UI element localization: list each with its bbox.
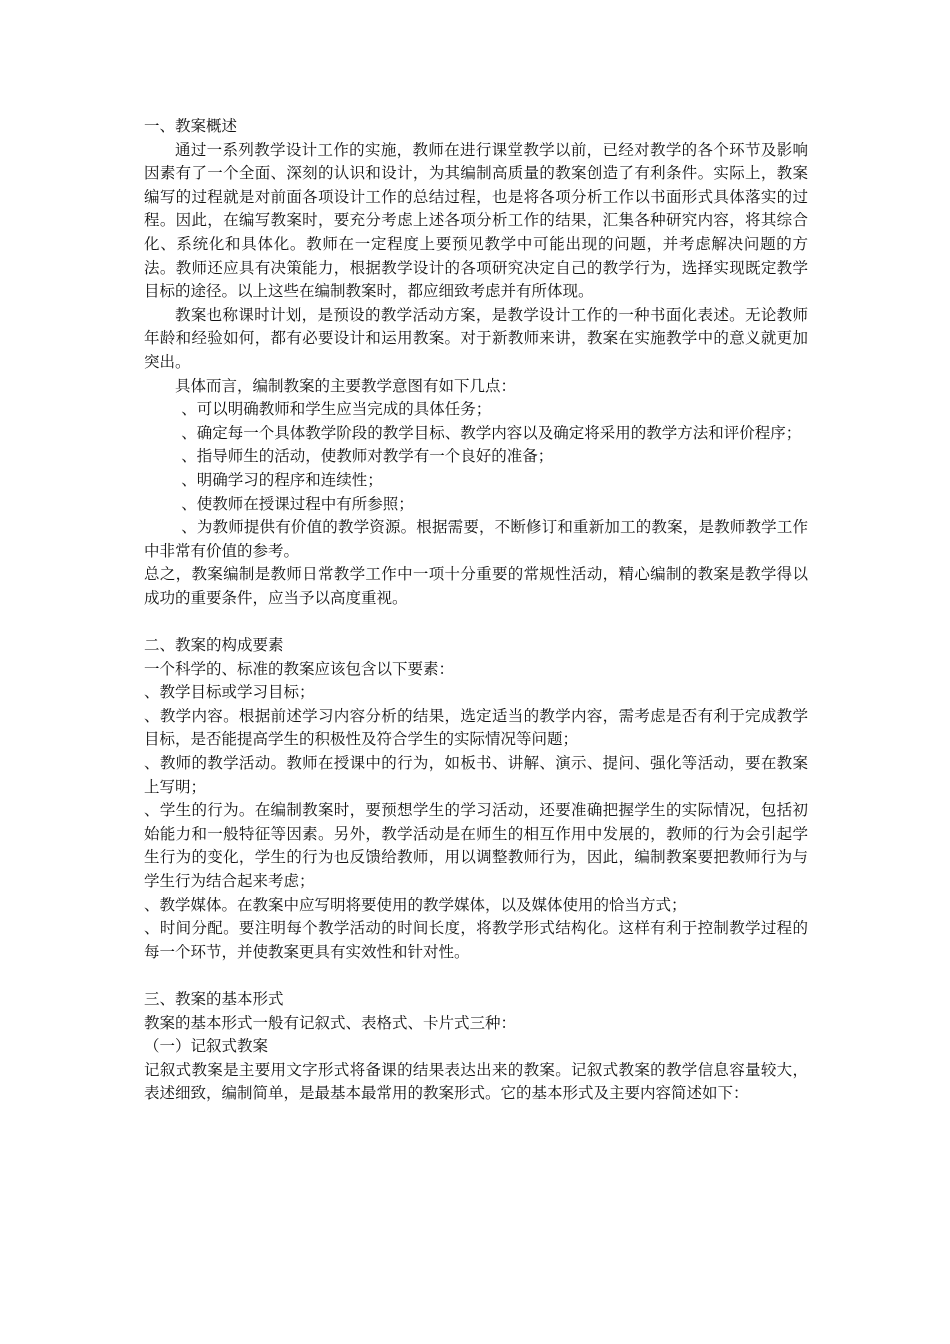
paragraph: 具体而言，编制教案的主要教学意图有如下几点： (175, 376, 517, 395)
paragraph: 教案也称课时计划，是预设的教学活动方案，是教学设计工作的一种书面化表述。无论教师年龄和经验如何，都有必要设计和运用教案。对于新教师来讲，教案在实施教学中的意义就更加突出。 (144, 305, 808, 371)
section-heading-overview: 一、教案概述 (144, 117, 238, 135)
section-gap (144, 610, 808, 634)
section-gap (144, 964, 808, 988)
section-intro: 一个科学的、标准的教案应该包含以下要素： (144, 659, 455, 678)
list-item: 、教学媒体。在教案中应写明将要使用的教学媒体，以及媒体使用的恰当方式； (144, 895, 687, 914)
section-intro: 教案的基本形式一般有记叙式、表格式、卡片式三种： (144, 1013, 517, 1032)
list-item: 、为教师提供有价值的教学资源。根据需要，不断修订和重新加工的教案，是教师教学工作中非常有价值的参考。 (144, 518, 808, 560)
conclusion-paragraph: 总之，教案编制是教师日常教学工作中一项十分重要的常规性活动，精心编制的教案是教学得以成功的重要条件，应当予以高度重视。 (144, 565, 808, 607)
section-heading-elements: 二、教案的构成要素 (144, 636, 284, 655)
list-item: 、时间分配。要注明每个教学活动的时间长度，将教学形式结构化。这样有利于控制教学过程的每一个环节，并使教案更具有实效性和针对性。 (144, 919, 808, 961)
list-item: 、使教师在授课过程中有所参照； (181, 494, 414, 513)
list-item: 、教学目标或学习目标； (144, 683, 315, 702)
list-item: 、学生的行为。在编制教案时，要预想学生的学习活动，还要准确把握学生的实际情况，包括初始能力和一般特征等因素。另外，教学活动是在师生的相互作用中发展的，教师的行为会引起学生行为的变化，学生的行为也反馈给教师，用以调整教师行为，因此，编制教案要把教师行为与学生行为结合起来考虑； (144, 801, 808, 890)
list-item: 、确定每一个具体教学阶段的教学目标、教学内容以及确定将采用的教学方法和评价程序； (181, 423, 802, 442)
section-heading-forms: 三、教案的基本形式 (144, 989, 284, 1008)
list-item: 、教学内容。根据前述学习内容分析的结果，选定适当的教学内容，需考虑是否有利于完成教学目标，是否能提高学生的积极性及符合学生的实际情况等问题； (144, 706, 808, 749)
paragraph: 通过一系列教学设计工作的实施，教师在进行课堂教学以前，已经对教学的各个环节及影响因素有了一个全面、深刻的认识和设计，为其编制高质量的教案创造了有利条件。实际上，教案编写的过程就是对前面各项设计工作的总结过程，也是将各项分析工作以书面形式具体落实的过程。因此，在编写教案时，要充分考虑上述各项分析工作的结果，汇集各种研究内容，将其综合化、系统化和具体化。教师在一定程度上要预见教学中可能出现的问题，并考虑解决问题的方法。教师还应具有决策能力，根据教学设计的各项研究决定自己的教学行为，选择实现既定教学目标的途径。以上这些在编制教案时，都应细致考虑并有所体现。 (144, 140, 808, 301)
subsection-heading: （一）记叙式教案 (144, 1037, 269, 1056)
paragraph: 记叙式教案是主要用文字形式将备课的结果表达出来的教案。记叙式教案的教学信息容量较大，表述细致，编制简单，是最基本最常用的教案形式。它的基本形式及主要内容简述如下： (144, 1060, 808, 1103)
list-item: 、教师的教学活动。教师在授课中的行为，如板书、讲解、演示、提问、强化等活动，要在教案上写明； (144, 754, 808, 796)
list-item: 、可以明确教师和学生应当完成的具体任务； (181, 400, 492, 419)
list-item: 、指导师生的活动，使教师对教学有一个良好的准备； (181, 447, 554, 466)
list-item: 、明确学习的程序和连续性； (181, 470, 383, 489)
document-page (144, 115, 808, 1106)
